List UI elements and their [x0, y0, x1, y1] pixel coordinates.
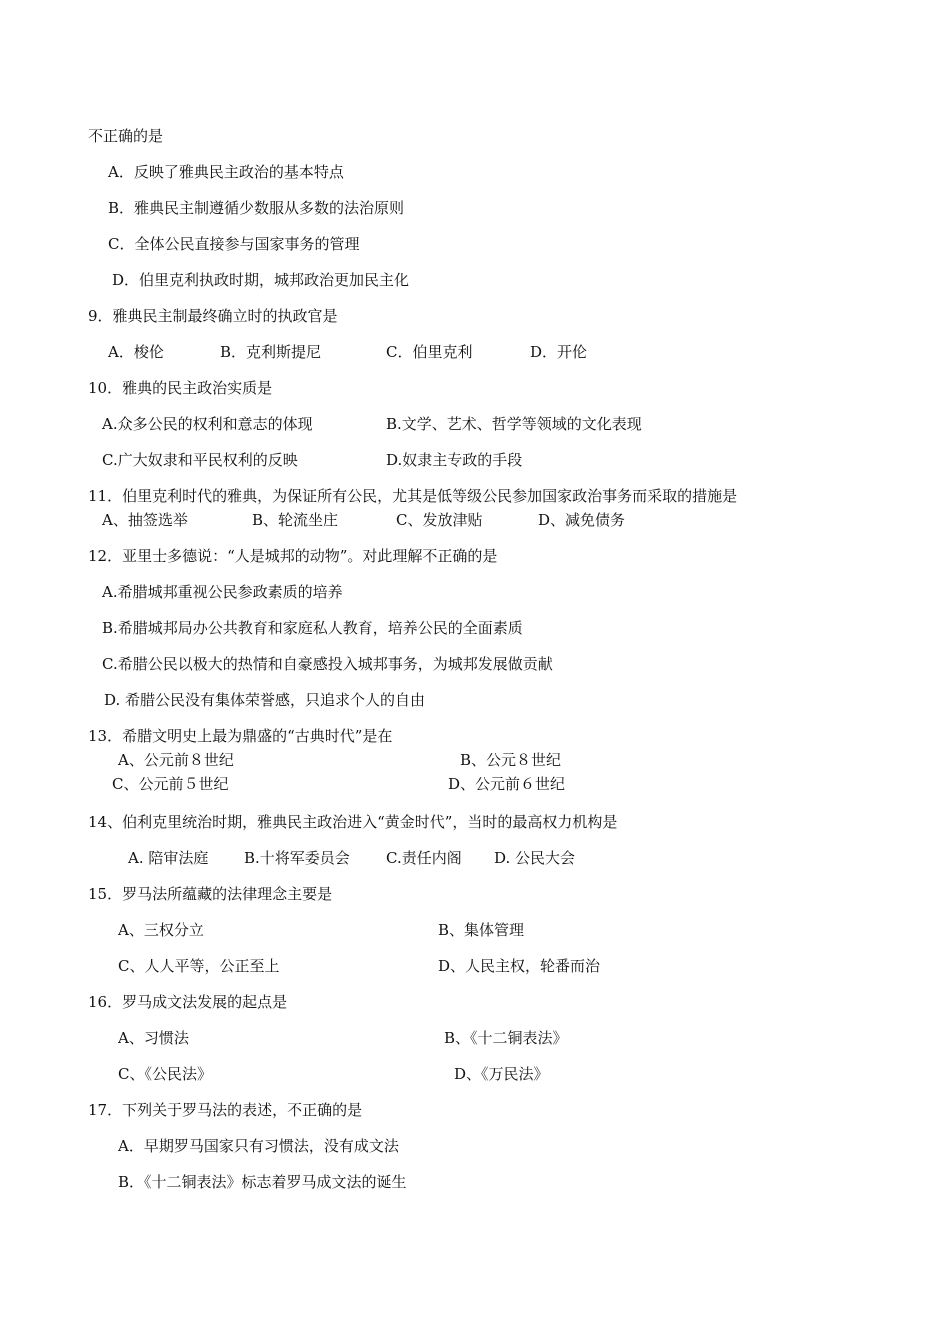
question-15-option-c: C、人人平等，公正至上: [118, 957, 280, 975]
question-8-option-b: B．雅典民主制遵循少数服从多数的法治原则: [108, 199, 405, 217]
question-12-option-b: B.希腊城邦局办公共教育和家庭私人教育，培养公民的全面素质: [102, 619, 523, 637]
question-11-stem: 11．伯里克利时代的雅典，为保证所有公民，尤其是低等级公民参加国家政治事务而采取的措施是: [88, 487, 738, 505]
question-8-option-a: A．反映了雅典民主政治的基本特点: [108, 163, 344, 181]
question-8-option-d: D．伯里克利执政时期，城邦政治更加民主化: [112, 271, 410, 289]
question-12-option-d: D. 希腊公民没有集体荣誉感，只追求个人的自由: [104, 691, 426, 709]
question-13-option-c: C、公元前５世纪: [112, 775, 229, 793]
question-16-option-d: D、《万民法》: [454, 1065, 549, 1083]
question-9-option-d: D．开伦: [530, 343, 588, 361]
question-16-option-b: B、《十二铜表法》: [444, 1029, 568, 1047]
question-8-option-c: C．全体公民直接参与国家事务的管理: [108, 235, 360, 253]
question-14-option-b: B.十将军委员会: [244, 849, 350, 867]
question-15-option-a: A、三权分立: [118, 921, 204, 939]
question-16-option-c: C、《公民法》: [118, 1065, 212, 1083]
question-11-option-a: A、抽签选举: [102, 511, 188, 529]
question-15-option-d: D、人民主权，轮番而治: [438, 957, 601, 975]
question-17-option-b: B．《十二铜表法》标志着罗马成文法的诞生: [118, 1173, 407, 1191]
question-17-stem: 17．下列关于罗马法的表述，不正确的是: [88, 1101, 363, 1119]
question-11-option-b: B、轮流坐庄: [252, 511, 339, 529]
question-9-option-b: B．克利斯提尼: [220, 343, 322, 361]
question-9-option-c: C．伯里克利: [386, 343, 473, 361]
question-10-stem: 10．雅典的民主政治实质是: [88, 379, 273, 397]
question-14-option-a: A. 陪审法庭: [128, 849, 209, 867]
question-10-option-c: C.广大奴隶和平民权利的反映: [102, 451, 298, 469]
question-9-stem: 9．雅典民主制最终确立时的执政官是: [88, 307, 338, 325]
question-14-option-c: C.责任内阁: [386, 849, 462, 867]
question-14-stem: 14、伯利克里统治时期，雅典民主政治进入“黄金时代”，当时的最高权力机构是: [88, 813, 618, 831]
question-14-option-d: D. 公民大会: [494, 849, 576, 867]
question-10-option-b: B.文学、艺术、哲学等领域的文化表现: [386, 415, 642, 433]
question-13-option-b: B、公元８世纪: [460, 751, 562, 769]
question-16-stem: 16．罗马成文法发展的起点是: [88, 993, 288, 1011]
question-12-stem: 12．亚里士多德说：“人是城邦的动物”。对此理解不正确的是: [88, 547, 498, 565]
question-11-option-d: D、减免债务: [538, 511, 626, 529]
question-17-option-a: A．早期罗马国家只有习惯法，没有成文法: [118, 1137, 399, 1155]
question-10-option-a: A.众多公民的权利和意志的体现: [102, 415, 313, 433]
question-13-option-a: A、公元前８世纪: [118, 751, 234, 769]
question-13-stem: 13．希腊文明史上最为鼎盛的“古典时代”是在: [88, 727, 393, 745]
question-16-option-a: A、习惯法: [118, 1029, 189, 1047]
question-9-option-a: A．梭伦: [108, 343, 164, 361]
question-8-tail: 不正确的是: [88, 127, 164, 145]
question-12-option-c: C.希腊公民以极大的热情和自豪感投入城邦事务，为城邦发展做贡献: [102, 655, 553, 673]
question-15-stem: 15．罗马法所蕴藏的法律理念主要是: [88, 885, 333, 903]
question-15-option-b: B、集体管理: [438, 921, 525, 939]
question-13-option-d: D、公元前６世纪: [448, 775, 566, 793]
question-11-option-c: C、发放津贴: [396, 511, 483, 529]
question-12-option-a: A.希腊城邦重视公民参政素质的培养: [102, 583, 343, 601]
question-10-option-d: D.奴隶主专政的手段: [386, 451, 523, 469]
